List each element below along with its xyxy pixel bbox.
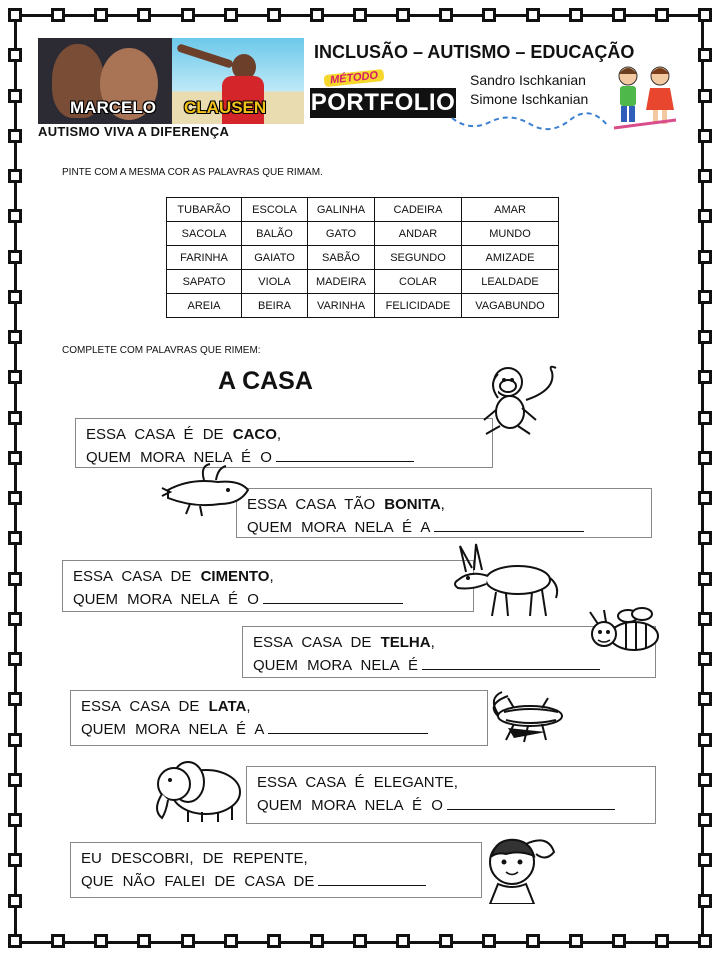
border-square — [94, 8, 108, 22]
border-square — [353, 8, 367, 22]
verse-text: QUEM MORA NELA É O — [257, 797, 443, 814]
table-cell[interactable]: TUBARÃO — [167, 198, 242, 222]
table-cell[interactable]: BALÃO — [242, 222, 308, 246]
verse-text: QUEM MORA NELA É A — [247, 519, 431, 536]
table-cell[interactable]: AREIA — [167, 294, 242, 318]
border-square — [224, 934, 238, 948]
border-square — [698, 250, 712, 264]
border-square — [310, 934, 324, 948]
verse-keyword: TELHA — [380, 634, 431, 651]
table-cell[interactable]: AMIZADE — [462, 246, 559, 270]
verse-keyword: CACO — [232, 426, 277, 443]
author-1: Sandro Ischkanian — [470, 72, 586, 88]
table-cell[interactable]: SACOLA — [167, 222, 242, 246]
border-square — [698, 612, 712, 626]
border-square — [8, 531, 22, 545]
border-square — [698, 491, 712, 505]
header-tagline: AUTISMO VIVA A DIFERENÇA — [38, 124, 230, 139]
verse-box-7 — [70, 842, 482, 898]
border-square — [698, 451, 712, 465]
border-square — [698, 169, 712, 183]
answer-blank[interactable] — [268, 719, 428, 734]
border-square — [267, 8, 281, 22]
verse-box-6 — [246, 766, 656, 824]
table-cell[interactable]: CADEIRA — [375, 198, 462, 222]
border-square — [482, 8, 496, 22]
table-cell[interactable]: SABÃO — [308, 246, 375, 270]
border-square — [439, 934, 453, 948]
table-cell[interactable]: ANDAR — [375, 222, 462, 246]
border-square — [698, 48, 712, 62]
table-cell[interactable]: MADEIRA — [308, 270, 375, 294]
border-square — [698, 531, 712, 545]
table-cell[interactable]: AMAR — [462, 198, 559, 222]
border-square — [137, 8, 151, 22]
table-row — [167, 222, 559, 246]
verse-box-2 — [236, 488, 652, 538]
border-square — [526, 934, 540, 948]
table-cell[interactable]: FARINHA — [167, 246, 242, 270]
border-square — [482, 934, 496, 948]
verse-text: QUEM MORA NELA É A — [81, 721, 265, 738]
border-square — [181, 8, 195, 22]
border-square — [569, 8, 583, 22]
answer-blank[interactable] — [263, 589, 403, 604]
table-cell[interactable]: ESCOLA — [242, 198, 308, 222]
border-square — [8, 129, 22, 143]
table-cell[interactable]: VARINHA — [308, 294, 375, 318]
table-cell[interactable]: GAIATO — [242, 246, 308, 270]
border-square — [353, 934, 367, 948]
photo-name-second: CLAUSEN — [184, 98, 267, 117]
author-2: Simone Ischkanian — [470, 91, 589, 107]
border-square — [698, 129, 712, 143]
answer-blank[interactable] — [276, 447, 414, 462]
answer-blank[interactable] — [422, 655, 600, 670]
border-square — [8, 48, 22, 62]
table-cell[interactable]: MUNDO — [462, 222, 559, 246]
border-square — [8, 411, 22, 425]
answer-blank[interactable] — [318, 871, 426, 886]
table-row — [167, 270, 559, 294]
border-square — [8, 652, 22, 666]
verse-keyword: CIMENTO — [200, 568, 270, 585]
border-square — [698, 330, 712, 344]
border-square — [698, 209, 712, 223]
verse-text: EU DESCOBRI, DE REPENTE, — [81, 850, 308, 867]
table-row — [167, 198, 559, 222]
border-square — [698, 370, 712, 384]
verse-text: QUE NÃO FALEI DE CASA DE — [81, 873, 315, 890]
instruction-rhyme-table: PINTE COM A MESMA COR AS PALAVRAS QUE RIMAM. — [62, 167, 323, 178]
girl-icon — [476, 832, 560, 904]
border-square — [8, 813, 22, 827]
border-square — [267, 934, 281, 948]
border-square — [396, 8, 410, 22]
table-cell[interactable]: COLAR — [375, 270, 462, 294]
border-square — [698, 411, 712, 425]
border-square — [310, 8, 324, 22]
instruction-complete: COMPLETE COM PALAVRAS QUE RIMEM: — [62, 345, 261, 356]
border-square — [698, 934, 712, 948]
border-square — [51, 8, 65, 22]
logo-big-text: PORTFOLIO — [310, 89, 456, 116]
elephant-icon — [144, 752, 246, 824]
photo-name-first: MARCELO — [70, 98, 156, 117]
border-square — [8, 853, 22, 867]
border-square — [8, 612, 22, 626]
goat-icon — [160, 460, 254, 518]
portfolio-logo — [310, 69, 460, 122]
table-cell[interactable]: SAPATO — [167, 270, 242, 294]
table-cell[interactable]: LEALDADE — [462, 270, 559, 294]
border-square — [698, 572, 712, 586]
border-square — [8, 8, 22, 22]
border-square — [8, 250, 22, 264]
table-row — [167, 294, 559, 318]
border-square — [8, 451, 22, 465]
donkey-icon — [446, 540, 564, 620]
bee-icon — [584, 606, 668, 656]
border-square — [698, 290, 712, 304]
border-square — [698, 692, 712, 706]
border-square — [8, 209, 22, 223]
border-square — [8, 692, 22, 706]
kids-icon — [606, 62, 684, 134]
border-square — [698, 8, 712, 22]
answer-blank[interactable] — [434, 517, 584, 532]
border-square — [698, 813, 712, 827]
table-cell[interactable]: BEIRA — [242, 294, 308, 318]
table-cell[interactable]: GALINHA — [308, 198, 375, 222]
table-cell[interactable]: VAGABUNDO — [462, 294, 559, 318]
border-square — [655, 8, 669, 22]
verse-box-5 — [70, 690, 488, 746]
border-square — [8, 894, 22, 908]
table-row — [167, 246, 559, 270]
border-square — [94, 934, 108, 948]
border-square — [612, 934, 626, 948]
verse-text: ESSA CASA DE — [81, 698, 209, 715]
border-square — [698, 853, 712, 867]
table-cell[interactable]: SEGUNDO — [375, 246, 462, 270]
border-square — [655, 934, 669, 948]
verse-text: , — [269, 568, 274, 585]
rhyme-table — [166, 197, 559, 318]
border-square — [51, 934, 65, 948]
border-square — [396, 934, 410, 948]
border-square — [8, 572, 22, 586]
border-square — [224, 8, 238, 22]
verse-keyword: LATA — [208, 698, 247, 715]
verse-box-3 — [62, 560, 474, 612]
logo-small-text: MÉTODO — [324, 69, 385, 87]
verse-text: , — [276, 426, 282, 443]
table-cell[interactable]: VIOLA — [242, 270, 308, 294]
verse-keyword: BONITA — [384, 496, 441, 513]
verse-text: , — [430, 634, 435, 651]
border-square — [8, 290, 22, 304]
border-square — [8, 934, 22, 948]
poem-title: A CASA — [218, 367, 313, 395]
verse-text: ESSA CASA DE — [253, 634, 381, 651]
answer-blank[interactable] — [447, 795, 615, 810]
verse-text: ESSA CASA DE — [73, 568, 201, 585]
border-square — [698, 894, 712, 908]
cockroach-icon — [484, 688, 572, 746]
border-square — [8, 89, 22, 103]
border-square — [8, 370, 22, 384]
border-square — [8, 491, 22, 505]
verse-text: , — [246, 698, 251, 715]
border-square — [698, 89, 712, 103]
border-square — [8, 773, 22, 787]
border-square — [698, 773, 712, 787]
border-square — [569, 934, 583, 948]
border-square — [698, 733, 712, 747]
monkey-icon — [478, 360, 562, 440]
border-square — [181, 934, 195, 948]
verse-text: QUEM MORA NELA É O — [73, 591, 259, 608]
border-square — [698, 652, 712, 666]
page-title: INCLUSÃO – AUTISMO – EDUCAÇÃO — [314, 42, 635, 62]
verse-box-1 — [75, 418, 493, 468]
border-square — [8, 733, 22, 747]
decorative-wave — [450, 110, 610, 134]
border-square — [8, 330, 22, 344]
border-square — [526, 8, 540, 22]
table-cell[interactable]: FELICIDADE — [375, 294, 462, 318]
border-square — [137, 934, 151, 948]
verse-text: ESSA CASA É ELEGANTE, — [257, 774, 458, 791]
verse-text: ESSA CASA TÃO — [247, 496, 385, 513]
verse-text: QUEM MORA NELA É — [253, 657, 419, 674]
verse-text: QUEM MORA NELA É O — [86, 449, 272, 466]
border-square — [439, 8, 453, 22]
table-cell[interactable]: GATO — [308, 222, 375, 246]
border-square — [8, 169, 22, 183]
verse-text: ESSA CASA É DE — [86, 426, 233, 443]
border-square — [612, 8, 626, 22]
verse-text: , — [440, 496, 445, 513]
